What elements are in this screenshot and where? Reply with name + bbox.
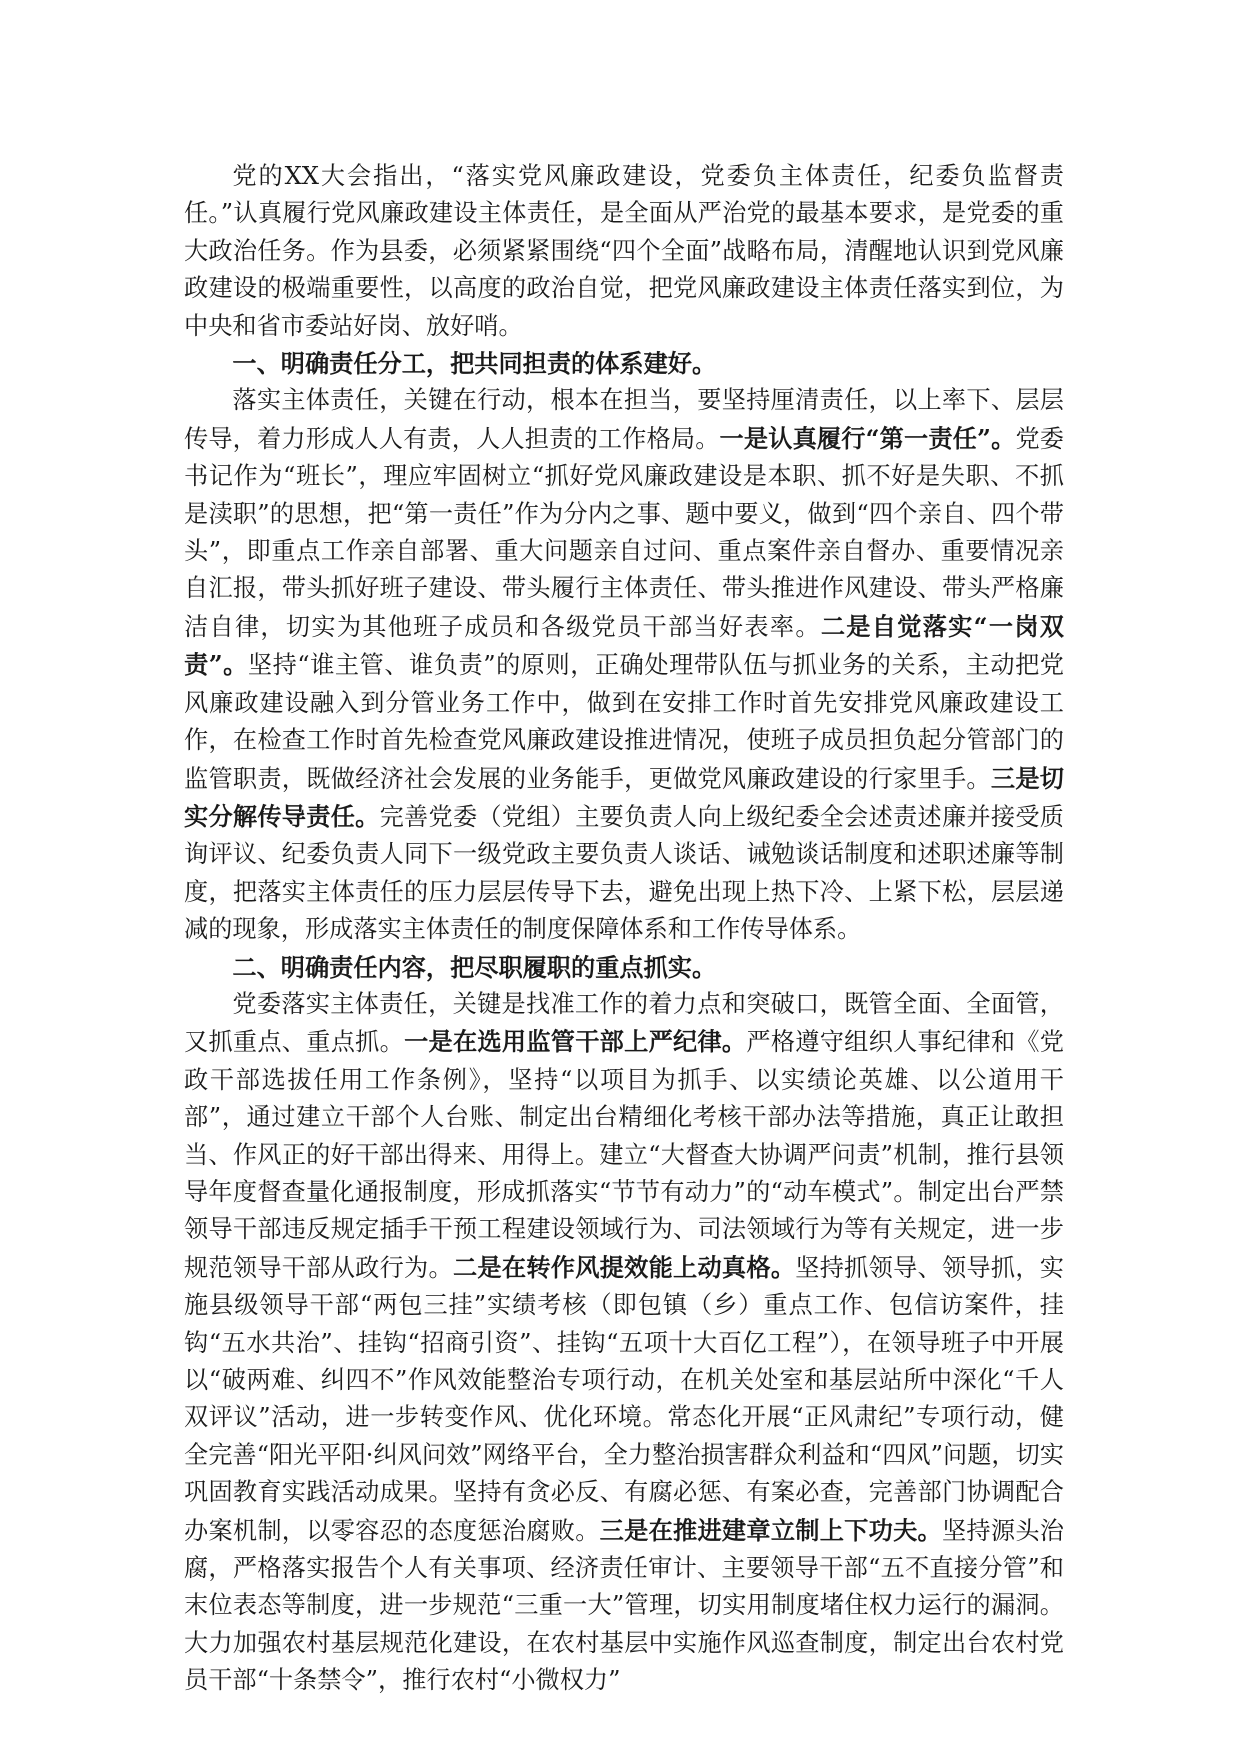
- section-2-heading: 二、明确责任内容，把尽职履职的重点抓实。: [232, 952, 717, 982]
- section-1-body: [184, 382, 1064, 948]
- section-1-heading: 一、明确责任分工，把共同担责的体系建好。: [232, 349, 717, 379]
- section-1-point-2-title: 二是自觉落实“一岗双责”。: [184, 611, 1064, 680]
- section-1-point-1-title: 一是认真履行“第一责任”。: [719, 423, 1016, 453]
- section-2-point-3-text: 坚持源头治腐，严格落实报告个人有关事项、经济责任审计、主要领导干部“五不直接分管”和末位表态等制度，进一步规范“三重一大”管理，切实用制度堵住权力运行的漏洞。大力加强农村基层规范化建设，在农村基层中实施作风巡查制度，制定出台农村党员干部“十条禁令”，推行农村“小微权力”: [184, 1516, 1064, 1695]
- document-page: [184, 158, 1064, 1700]
- section-2-lead: 党委落实主体责任，关键是找准工作的着力点和突破口，既管全面、全面管，又抓重点、重点抓。: [184, 989, 1064, 1057]
- section-1-point-1-text: 党委书记作为“班长”，理应牢固树立“抓好党风廉政建设是本职、抓不好是失职、不抓是渎职”的思想，把“第一责任”作为分内之事、题中要义，做到“四个亲自、四个带头”，即重点工作亲自部署、重大问题亲自过问、重点案件亲自督办、重要情况亲自汇报，带头抓好班子建设、带头履行主体责任、带头推进作风建设、带头严格廉洁自律，切实为其他班子成员和各级党员干部当好表率。: [184, 424, 1064, 641]
- section-2-point-1-title: 一是在选用监管干部上严纪律。: [404, 1027, 747, 1057]
- intro-paragraph: 党的XX大会指出，“落实党风廉政建设，党委负主体责任，纪委负监督责任。”认真履行党风廉政建设主体责任，是全面从严治党的最基本要求，是党委的重大政治任务。作为县委，必须紧紧围绕“四个全面”战略布局，清醒地认识到党风廉政建设的极端重要性，以高度的政治自觉，把党风廉政建设主体责任落实到位，为中央和省市委站好岗、放好哨。: [184, 162, 1064, 340]
- section-2-point-3-title: 三是在推进建章立制上下功夫。: [599, 1515, 942, 1545]
- section-1-point-3-text: 完善党委（党组）主要负责人向上级纪委全会述责述廉并接受质询评议、纪委负责人同下一级党政主要负责人谈话、诫勉谈话制度和述职述廉等制度，把落实主体责任的压力层层传导下去，避免出现上热下冷、上紧下松，层层递减的现象，形成落实主体责任的制度保障体系和工作传导体系。: [184, 802, 1064, 944]
- section-2-point-2-title: 二是在转作风提效能上动真格。: [452, 1252, 796, 1282]
- section-2-point-2-text: 坚持抓领导、领导抓，实施县级领导干部“两包三挂”实绩考核（即包镇（乡）重点工作、包信访案件，挂钩“五水共治”、挂钩“招商引资”、挂钩“五项十大百亿工程”），在领导班子中开展以“破两难、纠四不”作风效能整治专项行动，在机关处室和基层站所中深化“千人双评议”活动，进一步转变作风、优化环境。常态化开展“正风肃纪”专项行动，健全完善“阳光平阳·纠风问效”网络平台，全力整治损害群众利益和“四风”问题，切实巩固教育实践活动成果。坚持有贪必反、有腐必惩、有案必查，完善部门协调配合办案机制，以零容忍的态度惩治腐败。: [184, 1253, 1064, 1545]
- section-1-lead: 落实主体责任，关键在行动，根本在担当，要坚持厘清责任，以上率下、层层传导，着力形成人人有责，人人担责的工作格局。: [184, 386, 1064, 453]
- section-2-point-1-text: 严格遵守组织人事纪律和《党政干部选拔任用工作条例》，坚持“以项目为抓手、以实绩论英雄、以公道用干部”，通过建立干部个人台账、制定出台精细化考核干部办法等措施，真正让敢担当、作风正的好干部出得来、用得上。建立“大督查大协调严问责”机制，推行县领导年度督查量化通报制度，形成抓落实“节节有动力”的“动车模式”。制定出台严禁领导干部违反规定插手干预工程建设领域行为、司法领域行为等有关规定，进一步规范领导干部从政行为。: [184, 1028, 1064, 1282]
- section-2-body: [184, 986, 1064, 1700]
- section-1-point-3-title: 三是切实分解传导责任。: [184, 763, 1064, 831]
- section-1-point-2-text: 坚持“谁主管、谁负责”的原则，正确处理带队伍与抓业务的关系，主动把党风廉政建设融入到分管业务工作中，做到在安排工作时首先安排党风廉政建设工作，在检查工作时首先检查党风廉政建设推进情况，使班子成员担负起分管部门的监管职责，既做经济社会发展的业务能手，更做党风廉政建设的行家里手。: [184, 651, 1064, 793]
